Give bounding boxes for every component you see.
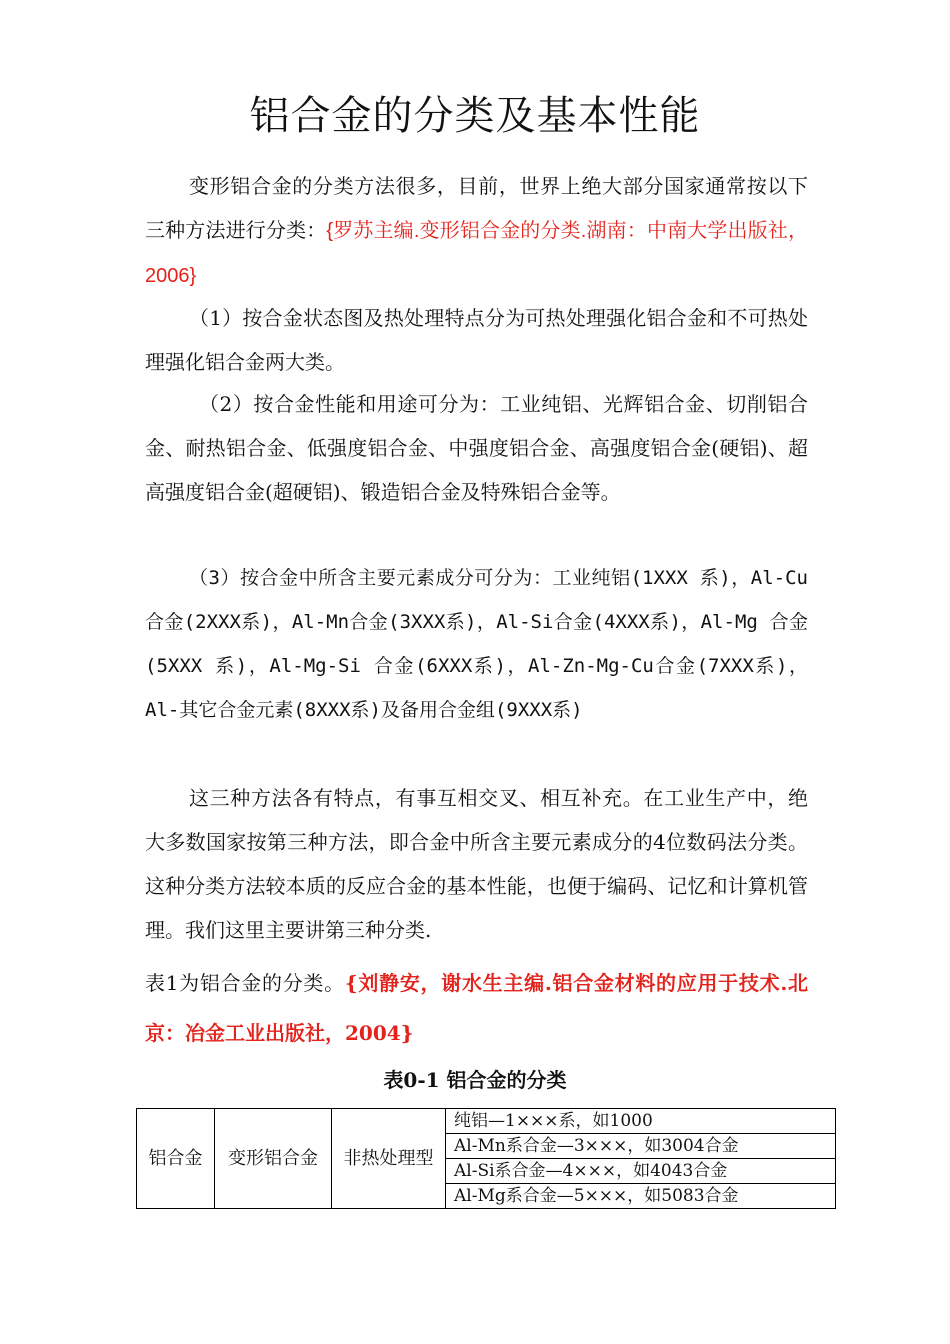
method-1-paragraph: （1）按合金状态图及热处理特点分为可热处理强化铝合金和不可热处理强化铝合金两大类。: [145, 306, 808, 374]
table-cell-item: 纯铝—1×××系，如1000: [446, 1109, 836, 1134]
table-intro-citation: {刘静安，谢水生主编.铝合金材料的应用于技术.北京：冶金工业出版社，2004}: [145, 971, 808, 1045]
intro-text: 变形铝合金的分类方法很多，目前，世界上绝大部分国家通常按以下三种方法进行分类：: [145, 174, 808, 242]
table-cell-treatment: 非热处理型: [332, 1109, 446, 1209]
table-cell-type: 变形铝合金: [215, 1109, 332, 1209]
table-intro-paragraph: [145, 958, 808, 1058]
intro-citation: {罗苏主编.变形铝合金的分类.湖南：中南大学出版社，2006}: [145, 220, 809, 287]
table-row: [137, 1109, 836, 1134]
table-cell-category: 铝合金: [137, 1109, 215, 1209]
method-2-paragraph: （2）按合金性能和用途可分为：工业纯铝、光辉铝合金、切削铝合金、耐热铝合金、低强度铝合金、中强度铝合金、高强度铝合金(硬铝)、超高强度铝合金(超硬铝)、锻造铝合金及特殊铝合金等。: [145, 392, 808, 504]
table-caption: 表0-1 铝合金的分类: [383, 1068, 567, 1092]
document-title: 铝合金的分类及基本性能: [249, 93, 701, 139]
table-cell-item: Al-Mn系合金—3×××，如3004合金: [446, 1134, 836, 1159]
classification-table: [136, 1108, 836, 1209]
table-cell-item: Al-Mg系合金—5×××，如5083合金: [446, 1184, 836, 1209]
table-intro-text: 表1为铝合金的分类。: [145, 971, 345, 995]
table-cell-item: Al-Si系合金—4×××，如4043合金: [446, 1159, 836, 1184]
method-3-paragraph: （3）按合金中所含主要元素成分可分为：工业纯铝(1XXX 系)，Al-Cu合金(2XXX系)，Al-Mn合金(3XXX系)，Al-Si合金(4XXX系)，Al-Mg 合金(5XXX 系)，Al-Mg-Si 合金(6XXX系)，Al-Zn-Mg-Cu合金(7XXX系)，Al-其它合金元素(8XXX系)及备用合金组(9XXX系): [145, 567, 808, 721]
summary-paragraph: 这三种方法各有特点，有事互相交叉、相互补充。在工业生产中，绝大多数国家按第三种方法，即合金中所含主要元素成分的4位数码法分类。这种分类方法较本质的反应合金的基本性能，也便于编码、记忆和计算机管理。我们这里主要讲第三种分类.: [145, 786, 808, 942]
intro-paragraph: [145, 164, 808, 298]
